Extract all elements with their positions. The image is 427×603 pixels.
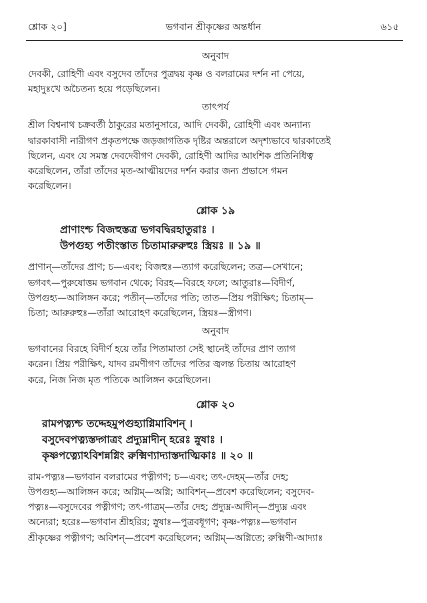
purport-line: দ্বারকাবাসী নারীগণ প্রকৃতপক্ষে জড়জাগতিক দৃষ্টির অন্তরালে অদৃশ্যভাবে দ্বারকাতেই	[28, 135, 331, 147]
synonyms-19-line: চিতা; আরুরুহুঃ—তাঁরা আরোহণ করেছিলেন, স্ত্রিয়ঃ—স্ত্রীগণ।	[28, 308, 252, 320]
verse-20-line: রামপত্ন্যশ্চ তদ্দেহমুপগুহ্যাগ্নিমাবিশন্ ।	[42, 417, 193, 430]
translation-1-line: মহাদুঃখে অচৈতন্য হয়ে পড়েছিলেন।	[28, 84, 161, 96]
page-number: ৬১৫	[380, 21, 399, 33]
verse-19-title: শ্লোক ১৯	[196, 205, 235, 218]
verse-20-line: কৃষ্ণপত্ন্যোঽবিশন্নগ্নিং রুক্মিণ্যাদ্যাস্তদাত্মিকাঃ ॥ ২০ ॥	[42, 449, 253, 462]
translation-2-line: করে, নিজ নিজ মৃত পতিকে আলিঙ্গন করেছিলেন।	[28, 374, 211, 386]
purport-line: করেছিলেন, তাঁরা তাঁদের মৃত-আত্মীয়দের দর্শন করার জন্য প্রভাসে গমন	[28, 166, 288, 178]
synonyms-19-line: প্রাণান্—তাঁদের প্রাণ; চ—এবং; বিজহুঃ—ত্যাগ করেছিলেন; তত্র—সেখানে;	[28, 262, 304, 274]
translation-heading-1: অনুবাদ	[202, 51, 229, 62]
translation-2-line: করেন। প্রিয় পরীক্ষিৎ, যাদব রমণীগণ তাঁদের পতির জ্বলন্ত চিতায় আরোহণ	[28, 359, 296, 371]
header-rule	[26, 40, 403, 41]
verse-19-line: উপগুহ্য পতীংস্তাত চিতামারুরুহুঃ স্ত্রিয়ঃ ॥ ১৯ ॥	[60, 240, 261, 253]
synonyms-20-line: রাম-পত্ন্যঃ—ভগবান বলরামের পত্নীগণ; চ—এবং; তৎ-দেহম্—তাঁর দেহ;	[28, 471, 289, 483]
synonyms-20-line: শ্রীকৃষ্ণের পত্নীগণ; অবিশন্—প্রবেশ করেছিলেন; অগ্নিম্—অগ্নিতে; রুক্মিণী-আদ্যাঃ	[28, 532, 323, 544]
synonyms-19-line: ভগবৎ—পুরুষোত্তম ভগবান থেকে; বিরহ—বিরহে ফলে; আতুরাঃ—বিদীর্ণ,	[28, 277, 295, 289]
synonyms-19-line: উপগুহ্য—আলিঙ্গন করে; পতীন্—তাঁদের পতি; তাত—প্রিয় পরীক্ষিৎ; চিতাম্—	[28, 292, 314, 304]
translation-2-line: ভগবানের বিরহে বিদীর্ণ হয়ে তাঁর পিতামাতা সেই স্থানেই তাঁদের প্রাণ ত্যাগ	[28, 344, 296, 356]
verse-20-line: বসুদেবপত্ন্যস্তদ্গাত্রং প্রদ্যুম্নাদীন্ হরেঃ স্নুষাঃ ।	[42, 433, 223, 446]
page-body	[28, 46, 403, 546]
purport-line: ছিলেন, এবং যে সমস্ত দেবদেবীগণ দেবকী, রোহিণী আদির আংশিক প্রতিনিধিত্ব	[28, 150, 314, 162]
purport-heading: তাৎপর্য	[202, 102, 229, 114]
synonyms-20-line: অন্যেরা; হরেঃ—ভগবান শ্রীহরির; স্নুষাঃ—পুত্রবধূগণ; কৃষ্ণ-পত্ন্যঃ—ভগবান	[28, 517, 297, 529]
synonyms-20-line: উপগুহ্য—আলিঙ্গন করে; অগ্নিম্—অগ্নি; আবিশন্—প্রবেশ করেছিলেন; বসুদেব-	[28, 487, 315, 499]
purport-line: শ্রীল বিশ্বনাথ চক্রবর্তী ঠাকুরের মতানুসারে, আদি দেবকী, রোহিণী এবং অন্যান্য	[28, 120, 311, 132]
translation-heading-2: অনুবাদ	[202, 326, 229, 338]
purport-line: করেছিলেন।	[28, 181, 72, 193]
translation-1-line: দেবকী, রোহিণী এবং বসুদেব তাঁদের পুত্রদ্বয় কৃষ্ণ ও বলরামের দর্শন না পেয়ে,	[28, 69, 305, 80]
synonyms-20-line: পত্ন্যঃ—বসুদেবের পত্নীগণ; তৎ-গাত্রম্—তাঁর দেহ; প্রদ্যুম্ন-আদীন্—প্রদ্যুম্ন এবং	[28, 502, 307, 514]
page-header	[28, 20, 399, 36]
verse-19-line: প্রাণাংশ্চ বিজহুস্তত্র ভগবদ্বিরহাতুরাঃ ।	[60, 224, 215, 237]
header-chapter-title: ভগবান শ্রীকৃষ্ণের অন্তর্ধান	[165, 21, 262, 33]
verse-20-title: শ্লোক ২০	[196, 398, 235, 411]
header-verse-ref: শ্লোক ২০]	[28, 21, 67, 33]
